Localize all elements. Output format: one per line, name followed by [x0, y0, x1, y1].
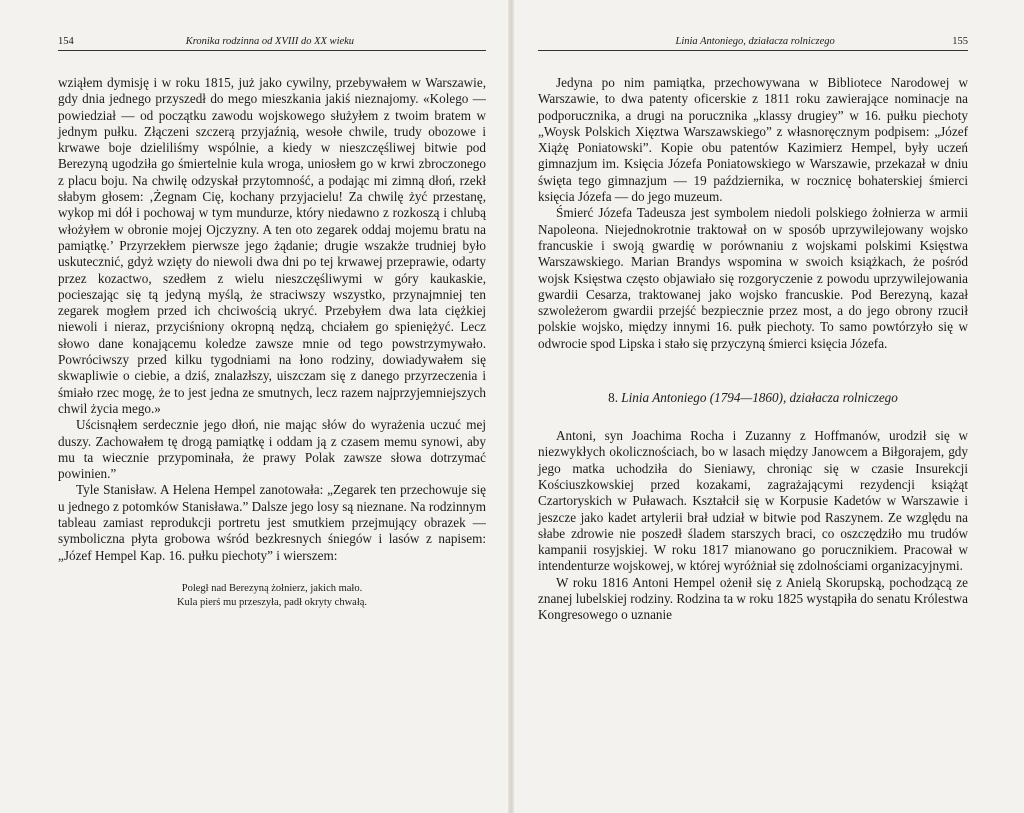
right-running-head [538, 36, 968, 51]
left-running-title: Kronika rodzinna od XVIII do XX wieku [185, 36, 355, 47]
right-running-title: Linia Antoniego, działacza rolniczego [675, 36, 835, 47]
right-page [514, 0, 1024, 813]
left-paragraph: Uścisnąłem serdecznie jego dłoń, nie mając słów do wyrażenia uczuć mej duszy. Zachowałem tę drogą pamiątkę i oddam ją z czasem memu synowi, aby mu ta wiecznie przypominała, że prawy Polak zawsze słowa dotrzymać powinien.” [58, 417, 486, 482]
section-paragraph: W roku 1816 Antoni Hempel ożenił się z Anielą Skorupską, pochodzącą ze znanej lubelskiej rodziny. Rodzina ta w roku 1825 wystąpiła do senatu Królestwa Kongresowego o uznanie [538, 574, 968, 623]
section-heading [538, 390, 968, 406]
left-paragraph: wziąłem dymisję i w roku 1815, już jako cywilny, przebywałem w Warszawie, gdy dnia jednego przyszedł do mego mieszkania jakiś nieznajomy. «Kolego — powiedział — od początku zawodu wojskowego służyłem z twoim bratem w jednym pułku. Złączeni szczerą przyjaźnią, wesołe chwile, trudy obozowe i krwawe boje dzieliliśmy wspólnie, a kiedy w nieszczęśliwej bitwie pod Berezyną ugodziła go śmiertelnie kula wroga, uniosłem go w krwi zbroczonego z placu boju. Na chwilę odzyskał przytomność, a podając mi zimną dłoń, rzekł słabym głosem: ‚Żegnam Cię, kochany przyjacielu! Za chwilę żyć przestanę, wykop mi dół i pochowaj w tym mundurze, który niedawno z rozkoszą i chlubą włożyłem w obronie mojej Ojczyzny. A ten oto zegarek oddaj mojemu bratu na pamiątkę.’ Przyrzekłem pierwsze jego żądanie; drugie wszakże trudniej było uskutecznić, gdyż wzięty do niewoli dwa dni po tej krwawej przeprawie, odarty przez kozactwo, szedłem z wielu nieszczęśliwymi w góry kaukaskie, pocieszając się tą jedyną myślą, że straciwszy wszystko, przynajmniej ten zegarek mogłem przed ich chciwością ukryć. Przebyłem dwa lata ciężkiej niewoli i nieraz, przyciśniony okropną nędzą, chciałem go spieniężyć. Lecz słowo dane konającemu koledze zawsze mnie od tego powstrzymywało. Powróciwszy przed kilku tygodniami na łono rodziny, dowiadywałem się skwapliwie o ciebie, a dziś, znalazłszy, uiszczam się z danego przyrzeczenia i śmiało rzec mogę, że to jest jedna ze smutnych, lecz razem najprzyjemniejszych chwil życia mego.» [58, 75, 486, 416]
left-body-text [58, 75, 486, 564]
verse-line: Kula pierś mu przeszyła, padł okryty chwałą. [176, 596, 368, 608]
left-paragraph: Tyle Stanisław. A Helena Hempel zanotowała: „Zegarek ten przechowuje się u jednego z potomków Stanisława.” Dalsze jego losy są nieznane. Na rodzinnym tableau zamiast reprodukcji portretu jest smutkiem przejmujący obrazek — symboliczna płyta grobowa wśród bezkresnych śniegów i lasów z napisem: „Józef Hempel Kap. 16. pułku piechoty” i wierszem: [58, 482, 486, 563]
left-page-number: 154 [58, 36, 74, 47]
right-paragraph: Jedyna po nim pamiątka, przechowywana w Bibliotece Narodowej w Warszawie, to dwa patenty oficerskie z 1811 roku zawierające nominacje na podporucznika, a drugi na porucznika „klassy drugiey” w 16. pułku piechoty „Woysk Polskich Xięztwa Warszawskiego” z własnoręcznym podpisem: „Józef Xiążę Poniatowski”. Kopie obu patentów Kazimierz Hempel, były uczeń gimnazjum im. Księcia Józefa Poniatowskiego w Warszawie, przekazał w dniu święta tego gimnazjum — 19 października, w rocznicę bohaterskiej śmierci księcia Józefa — do jego muzeum. [538, 75, 968, 205]
epitaph-verse [58, 582, 486, 610]
right-body-text [538, 75, 968, 352]
left-running-head [58, 36, 486, 51]
left-page [0, 0, 508, 813]
right-paragraph: Śmierć Józefa Tadeusza jest symbolem niedoli polskiego żołnierza w armii Napoleona. Niejednokrotnie traktował on w sposób uprzywilejowany wojsko francuskie i swoją gwardię w porównaniu z wojskami polskimi Księstwa Warszawskiego. Marian Brandys wspomina w swoich książkach, że pośród wojsk Księstwa często objawiało się rozgoryczenie z powodu uprzywilejowania gwardii Cesarza, traktowanej jako wojsko francuskie. Pod Berezyną, kazał szwoleżerom gwardii przejść bezpiecznie przez most, a do jego obrony rzucił polskie wojsko, między innymi 16. pułk piechoty. To samo powtórzyło się w odwrocie spod Lipska i stało się przyczyną śmierci księcia Józefa. [538, 205, 968, 351]
section-paragraph: Antoni, syn Joachima Rocha i Zuzanny z Hoffmanów, urodził się w niezwykłych okolicznościach, bo w lasach między Janowcem a Biłgorajem, gdy jego matka uchodziła do Sieniawy, chroniąc się w czasie Insurekcji Kościuszkowskiej przed kozakami, zagrażającymi rezydencji książąt Czartoryskich w Puławach. Kształcił się w Korpusie Kadetów w Warszawie i jeszcze jako kadet artylerii brał udział w bitwie pod Raszynem. Ze względu na słabe zdrowie nie poszedł śladem starszych braci, co oszczędziło mu trudów kampanii rosyjskiej. W roku 1817 mianowano go porucznikiem. Pracował w intendenturze wojskowej, w której wyróżniał się zdolnościami organizacyjnymi. [538, 428, 968, 574]
section-body-text [538, 428, 968, 624]
section-title: Linia Antoniego (1794—1860), działacza rolniczego [621, 390, 898, 406]
right-page-number: 155 [952, 36, 968, 47]
verse-line: Poległ nad Berezyną żołnierz, jakich mało. [181, 582, 363, 594]
section-number: 8. [608, 390, 618, 406]
